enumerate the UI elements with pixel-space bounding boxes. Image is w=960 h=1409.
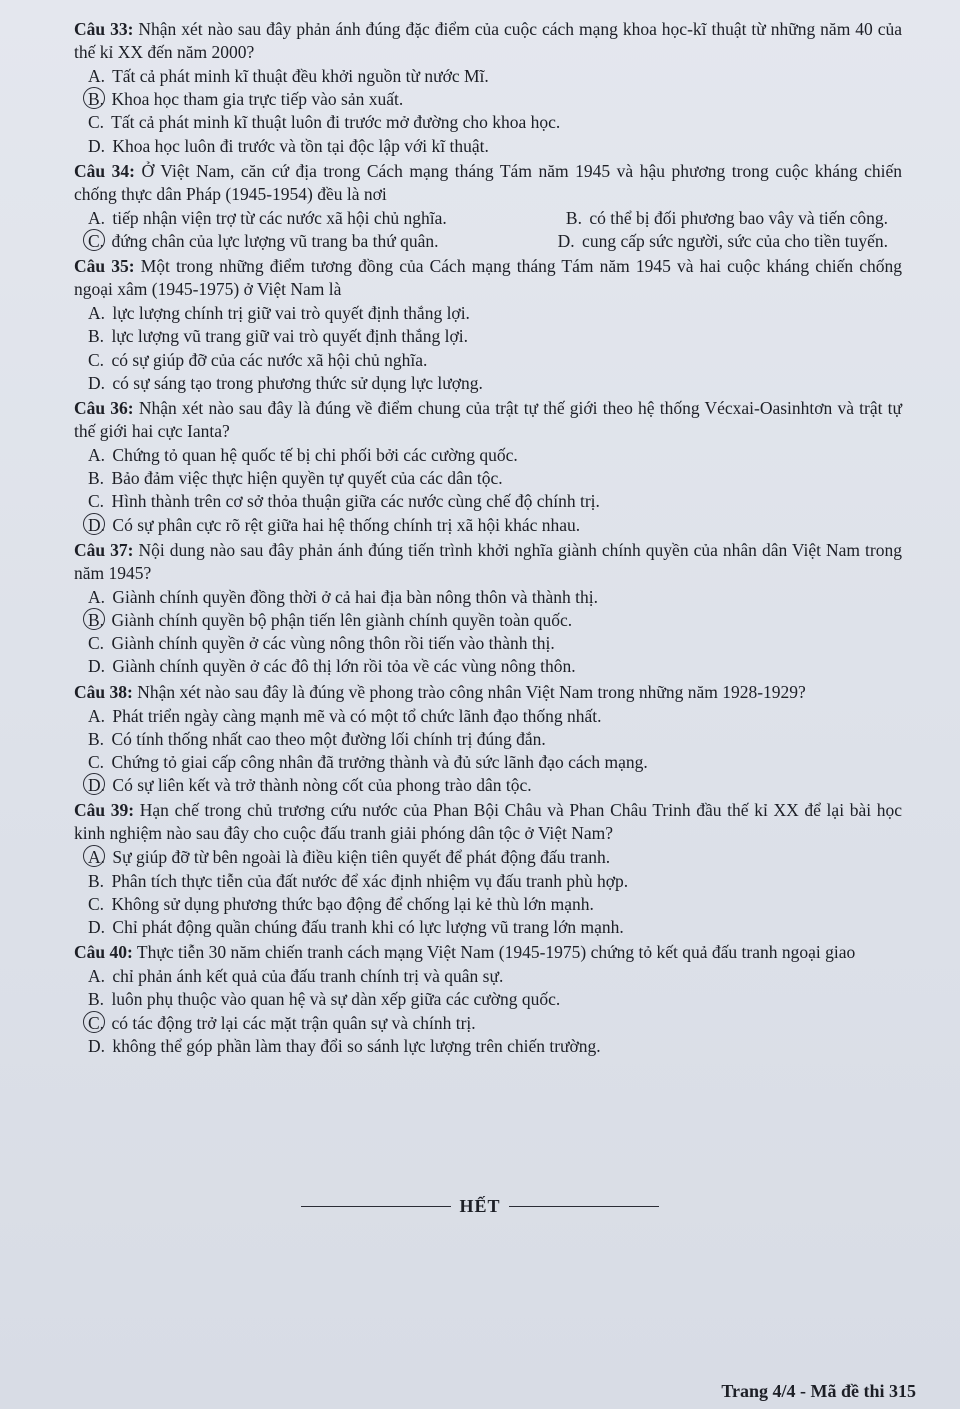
circled-option-letter: C. [88,230,104,253]
question-text: Ở Việt Nam, căn cứ địa trong Cách mạng tháng Tám năm 1945 và hậu phương trong cuộc kháng chiến chống thực dân Pháp (1945-1954) đều là nơi [74,160,902,204]
question-stem [74,255,902,301]
option-b [74,88,902,111]
option-text: Chỉ phát động quần chúng đấu tranh khi có lực lượng vũ trang lớn mạnh. [112,917,624,938]
circled-option-letter: B. [88,609,104,632]
option-b [552,207,888,230]
option-letter: D. [88,372,106,393]
option-d [74,372,902,395]
option-a [74,846,902,869]
option-d [74,655,902,678]
option-b [74,325,902,348]
question-number: Câu 37: [74,539,134,560]
option-c [74,751,902,774]
option-text: có sự giúp đỡ của các nước xã hội chủ nghĩa. [111,349,428,370]
question-stem [74,681,902,704]
question-text: Một trong những điểm tương đồng của Cách mạng tháng Tám năm 1945 và hai cuộc kháng chiến chống ngoại xâm (1945-1975) ở Việt Nam là [74,256,903,300]
option-letter: A. [88,207,106,228]
option-c [74,893,902,916]
question-stem [74,397,902,443]
option-letter: C. [88,491,105,512]
option-row [74,207,902,230]
option-text: Khoa học tham gia trực tiếp vào sản xuất. [111,89,404,110]
option-letter: D. [88,917,106,938]
option-text: Có sự phân cực rõ rệt giữa hai hệ thống chính trị xã hội khác nhau. [112,514,581,535]
question-text: Nội dung nào sau đây phản ánh đúng tiến trình khởi nghĩa giành chính quyền của nhân dân Việt Nam trong năm 1945? [74,539,902,583]
option-d [74,1035,902,1058]
option-text: Tất cả phát minh kĩ thuật đều khởi nguồn từ nước Mĩ. [112,66,489,86]
option-text: đứng chân của lực lượng vũ trang ba thứ quân. [111,231,439,252]
option-a [74,65,902,88]
circled-option-letter: B. [88,88,104,111]
question-number: Câu 39: [74,800,135,821]
option-row [74,230,902,253]
option-letter: B. [88,326,105,347]
option-text: Giành chính quyền ở các vùng nông thôn rồi tiến vào thành thị. [111,633,555,654]
option-d [74,514,902,537]
option-letter: D. [88,1035,106,1056]
option-c [74,349,902,372]
question-39 [74,799,902,939]
option-letter: A. [88,445,106,466]
circled-option-letter: A. [88,846,105,869]
option-text: luôn phụ thuộc vào quan hệ và sự dàn xếp giữa các cường quốc. [111,989,561,1010]
option-text: Giành chính quyền đồng thời ở cả hai địa bàn nông thôn và thành thị. [112,586,598,607]
option-d [74,916,902,939]
option-text: tiếp nhận viện trợ từ các nước xã hội chủ nghĩa. [112,207,447,228]
option-b [74,728,902,751]
option-b [74,609,902,632]
option-c [74,230,439,253]
option-text: Chứng tỏ giai cấp công nhân đã trưởng thành và đủ sức lãnh đạo cách mạng. [111,752,648,773]
option-letter: C. [88,893,105,914]
option-c [74,1012,902,1035]
option-a [74,965,902,988]
option-text: Giành chính quyền bộ phận tiến lên giành chính quyền toàn quốc. [111,610,573,631]
option-text: không thể góp phần làm thay đổi so sánh lực lượng trên chiến trường. [112,1035,601,1056]
option-letter: A. [88,586,106,607]
question-text: Thực tiễn 30 năm chiến tranh cách mạng Việt Nam (1945-1975) chứng tỏ kết quả đấu tranh ngoại giao [136,942,856,963]
option-text: có sự sáng tạo trong phương thức sử dụng lực lượng. [112,372,483,393]
question-number: Câu 40: [74,942,133,963]
option-letter: B. [88,870,105,891]
question-number: Câu 35: [74,256,135,277]
option-d [74,135,902,158]
option-text: Sự giúp đỡ từ bên ngoài là điều kiện tiên quyết để phát động đấu tranh. [112,847,611,868]
question-38 [74,681,902,798]
option-b [74,988,902,1011]
question-36 [74,397,902,537]
question-number: Câu 36: [74,398,134,419]
option-letter: C. [88,752,105,773]
option-text: Phân tích thực tiễn của đất nước để xác định nhiệm vụ đấu tranh phù hợp. [111,870,629,891]
option-b [74,870,902,893]
option-text: chỉ phản ánh kết quả của đấu tranh chính trị và quân sự. [112,966,504,987]
option-letter: D. [88,135,106,156]
question-40 [74,941,902,1058]
question-number: Câu 33: [74,19,134,39]
option-letter: A. [88,966,106,987]
question-text: Nhận xét nào sau đây là đúng về điểm chung của trật tự thế giới theo hệ thống Vécxai-Oasinhtơn và trật tự thế giới hai cực Ianta? [74,398,903,442]
option-d [74,774,902,797]
option-letter: D. [557,231,575,252]
option-a [74,444,902,467]
question-text: Hạn chế trong chủ trương cứu nước của Phan Bội Châu và Phan Châu Trinh đầu thế kỉ XX để lại bài học kinh nghiệm nào sau đây cho cuộc đấu tranh giải phóng dân tộc ở Việt Nam? [74,800,902,844]
question-stem [74,799,902,845]
end-marker [0,1196,960,1217]
end-label: HẾT [459,1196,501,1216]
question-stem [74,539,902,585]
option-text: Bảo đảm việc thực hiện quyền tự quyết của các dân tộc. [111,468,503,489]
option-letter: B. [88,468,105,489]
question-33 [74,18,902,158]
circled-option-letter: D. [88,514,105,537]
end-divider-right [509,1206,659,1207]
option-letter: B. [565,207,582,228]
option-c [74,632,902,655]
option-text: Khoa học luôn đi trước và tồn tại độc lập với kĩ thuật. [112,135,489,156]
option-letter: B. [88,989,105,1010]
circled-option-letter: C. [88,1012,104,1035]
option-letter: C. [88,633,105,654]
option-text: lực lượng chính trị giữ vai trò quyết định thắng lợi. [112,303,470,324]
option-letter: D. [88,656,106,677]
question-text: Nhận xét nào sau đây là đúng về phong trào công nhân Việt Nam trong những năm 1928-1929? [137,681,806,702]
option-text: Giành chính quyền ở các đô thị lớn rồi tỏa về các vùng nông thôn. [112,656,576,677]
option-d [544,230,888,253]
circled-option-letter: D. [88,774,105,797]
option-letter: A. [88,66,106,86]
question-stem [74,18,902,64]
question-number: Câu 34: [74,160,135,181]
option-text: Có sự liên kết và trở thành nòng cốt của phong trào dân tộc. [112,775,532,796]
option-text: Có tính thống nhất cao theo một đường lối chính trị đúng đắn. [111,728,546,749]
option-text: Chứng tỏ quan hệ quốc tế bị chi phối bởi các cường quốc. [112,445,518,466]
option-letter: C. [88,112,105,133]
option-text: Hình thành trên cơ sở thỏa thuận giữa các nước cùng chế độ chính trị. [111,491,600,512]
question-stem [74,941,902,964]
option-text: Không sử dụng phương thức bạo động để chống lại kẻ thù lớn mạnh. [111,893,594,914]
question-35 [74,255,902,395]
option-text: Tất cả phát minh kĩ thuật luôn đi trước mở đường cho khoa học. [111,112,561,133]
option-a [74,586,902,609]
question-number: Câu 38: [74,681,133,702]
option-letter: A. [88,705,106,726]
option-c [74,111,902,134]
option-text: lực lượng vũ trang giữ vai trò quyết định thắng lợi. [111,326,468,347]
option-b [74,467,902,490]
question-stem [74,160,902,206]
option-letter: A. [88,303,106,324]
option-letter: C. [88,349,105,370]
end-divider-left [301,1206,451,1207]
option-a [74,302,902,325]
option-a [74,207,447,230]
question-37 [74,539,902,679]
option-text: Phát triển ngày càng mạnh mẽ và có một tổ chức lãnh đạo thống nhất. [112,705,602,726]
option-letter: B. [88,728,105,749]
page-footer: Trang 4/4 - Mã đề thi 315 [721,1381,916,1401]
question-text: Nhận xét nào sau đây phản ánh đúng đặc điểm của cuộc cách mạng khoa học-kĩ thuật từ những năm 40 của thế kỉ XX đến năm 2000? [74,19,903,62]
question-34 [74,160,902,253]
option-c [74,490,902,513]
option-text: cung cấp sức người, sức của cho tiền tuyến. [582,231,888,252]
option-a [74,705,902,728]
option-text: có tác động trở lại các mặt trận quân sự và chính trị. [111,1012,476,1033]
option-text: có thể bị đối phương bao vây và tiến công. [589,207,888,228]
